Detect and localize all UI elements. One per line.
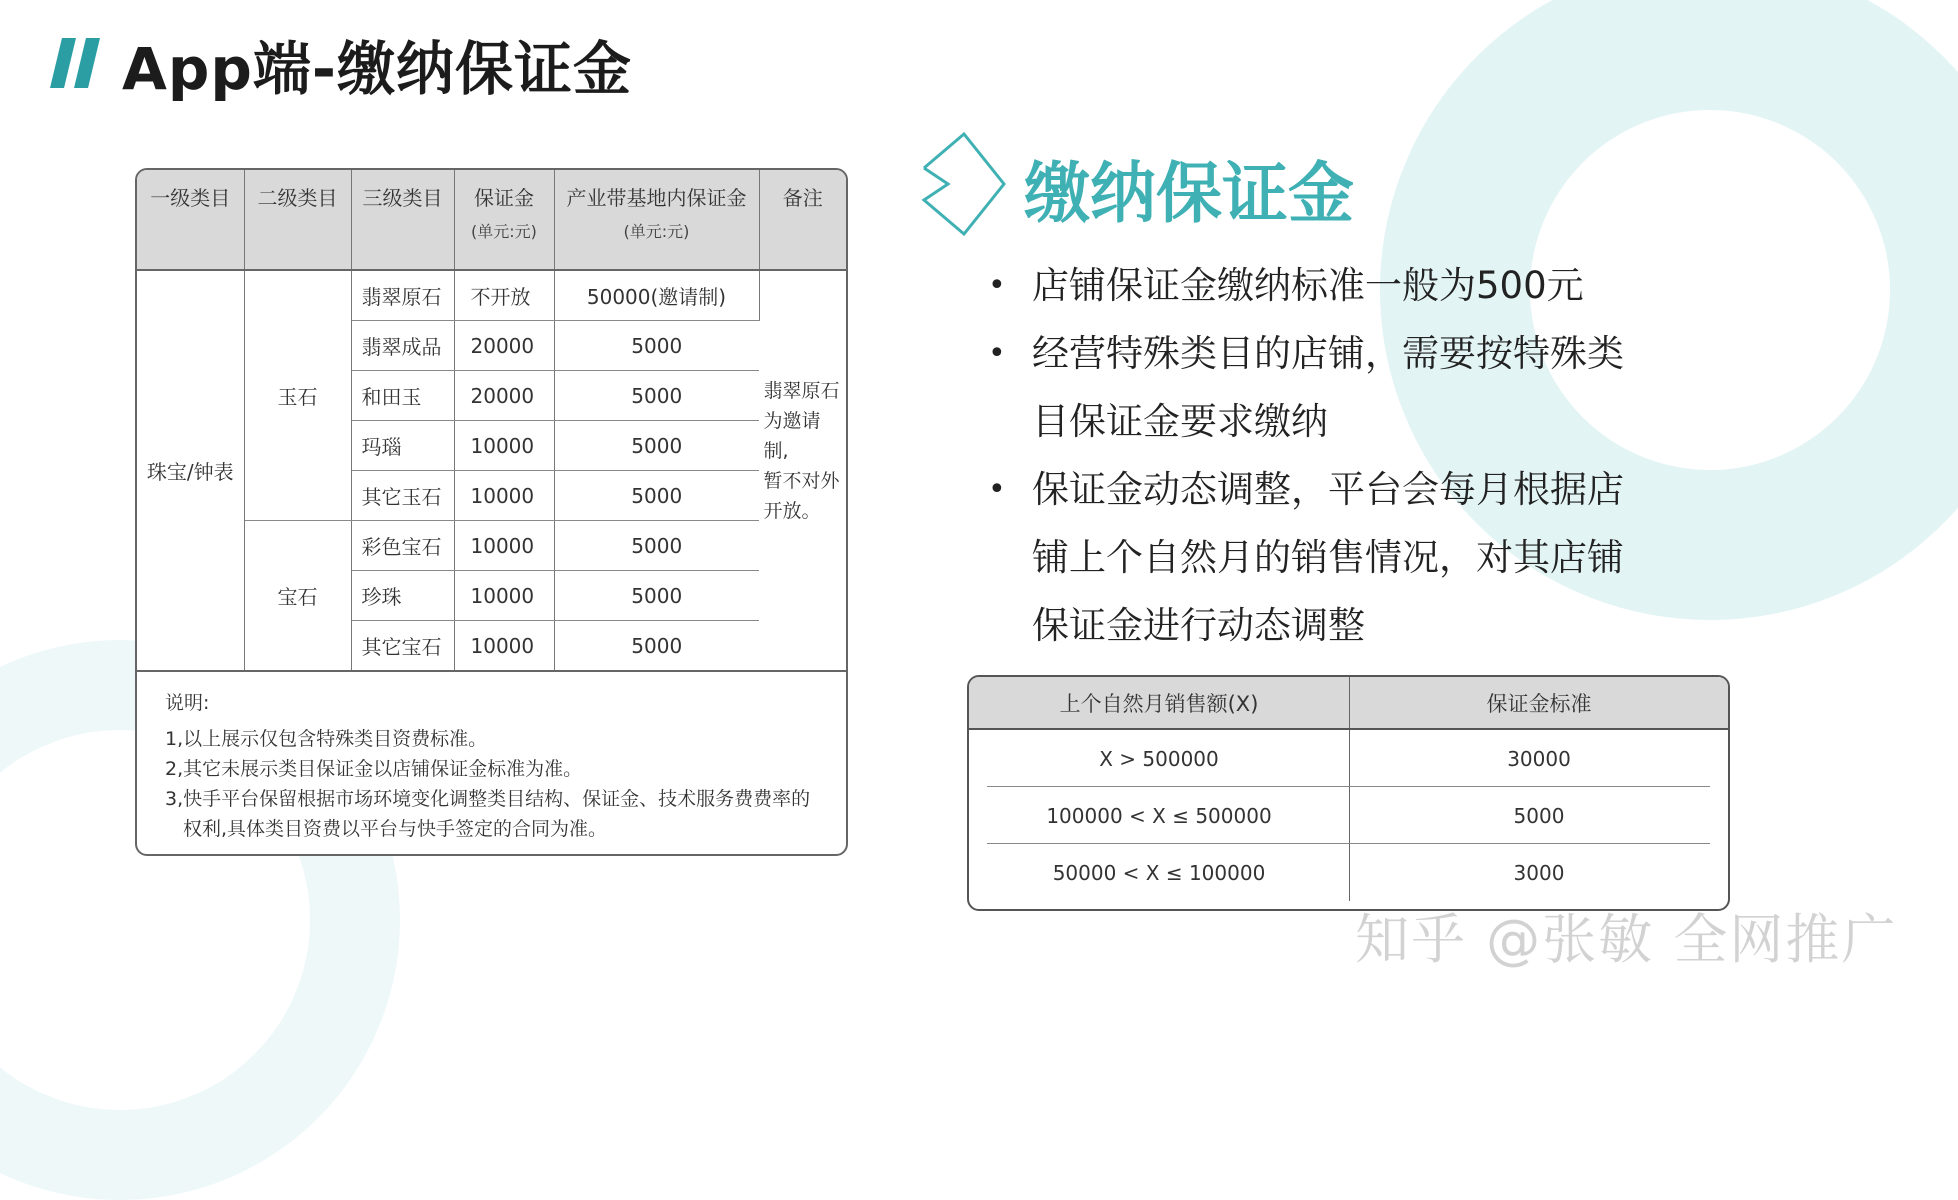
notes-item: 2,其它未展示类目保证金以店铺保证金标准为准。: [165, 758, 583, 780]
deposit-cell: 10000: [454, 621, 554, 672]
page-title: App端-缴纳保证金: [122, 35, 632, 103]
level3-cell: 珍珠: [351, 571, 454, 621]
bullet-item: • 经营特殊类目的店铺，需要按特殊类 目保证金要求缴纳: [980, 320, 1680, 456]
level1-cell: 珠宝/钟表: [137, 270, 244, 671]
base-deposit-cell: 5000: [554, 371, 759, 421]
watermark: 知乎 @张敏 全网推广: [1355, 908, 1898, 971]
level3-cell: 和田玉: [351, 371, 454, 421]
base-deposit-cell: 5000: [554, 521, 759, 571]
category-deposit-table: [135, 168, 848, 856]
level3-cell: 其它宝石: [351, 621, 454, 672]
bullet-marker: •: [988, 336, 1006, 371]
header-cell: 备注: [759, 170, 846, 270]
header-cell: 保证金 (单元:元): [454, 170, 554, 270]
base-deposit-cell: 5000: [554, 621, 759, 672]
level3-cell: 彩色宝石: [351, 521, 454, 571]
base-deposit-cell: 5000: [554, 321, 759, 371]
base-deposit-cell: 5000: [554, 421, 759, 471]
deposit-standard-cell: 5000: [1513, 803, 1565, 828]
table-row: [969, 844, 1728, 901]
notes-heading: 说明:: [165, 692, 210, 714]
level2-cell: 宝石: [244, 521, 351, 672]
section-title: 缴纳保证金: [1024, 155, 1354, 232]
bullet-item: • 保证金动态调整，平台会每月根据店 铺上个自然月的销售情况，对其店铺 保证金进行动态调整: [980, 456, 1680, 660]
title-slash-icon: [50, 38, 102, 88]
deposit-standard-cell: 3000: [1513, 860, 1565, 885]
base-deposit-cell: 5000: [554, 471, 759, 521]
notes-item-continued: 权利,具体类目资费以平台与快手签定的合同为准。: [183, 818, 608, 840]
level3-cell: 翡翠原石: [351, 270, 454, 321]
bullet-item: • 店铺保证金缴纳标准一般为500元: [980, 252, 1680, 320]
deposit-cell: 10000: [454, 571, 554, 621]
level3-cell: 翡翠成品: [351, 321, 454, 371]
notes-item: 1,以上展示仅包含特殊类目资费标准。: [165, 728, 488, 750]
base-deposit-cell: 50000(邀请制): [554, 270, 759, 321]
deposit-cell: 10000: [454, 471, 554, 521]
deposit-cell: 20000: [454, 371, 554, 421]
notes-item: 3,快手平台保留根据市场环境变化调整类目结构、保证金、技术服务费费率的: [165, 788, 811, 810]
deposit-cell: 10000: [454, 521, 554, 571]
table-row: [969, 787, 1728, 844]
table-row: [137, 270, 846, 321]
sales-range-cell: 50000 < X ≤ 100000: [969, 844, 1350, 901]
sales-range-cell: X > 500000: [969, 730, 1350, 787]
sales-range-cell: 100000 < X ≤ 500000: [969, 787, 1350, 844]
header-cell: 三级类目: [351, 170, 454, 270]
header-cell: 二级类目: [244, 170, 351, 270]
header-cell: 上个自然月销售额(X): [969, 677, 1350, 728]
table-header-row: [969, 677, 1728, 730]
deposit-cell: 不开放: [454, 270, 554, 321]
level3-cell: 其它玉石: [351, 471, 454, 521]
chevron-right-icon: [918, 128, 1008, 240]
header-cell: 产业带基地内保证金 (单元:元): [554, 170, 759, 270]
level2-cell: 玉石: [244, 270, 351, 521]
deposit-cell: 20000: [454, 321, 554, 371]
deposit-standard-cell: 30000: [1507, 746, 1571, 771]
sales-deposit-table: [967, 675, 1730, 911]
table-header-row: [137, 170, 846, 270]
note-cell: 翡翠原石 为邀请制, 暂不对外 开放。: [759, 270, 846, 671]
header-cell: 一级类目: [137, 170, 244, 270]
bullet-marker: •: [988, 472, 1006, 507]
deposit-cell: 10000: [454, 421, 554, 471]
table-row: [969, 730, 1728, 787]
base-deposit-cell: 5000: [554, 571, 759, 621]
header-cell: 保证金标准: [1486, 691, 1592, 716]
bullet-list: [980, 252, 1680, 660]
bullet-marker: •: [988, 268, 1006, 303]
explanation-notes: [137, 672, 846, 844]
table-row: [137, 521, 846, 571]
level3-cell: 玛瑙: [351, 421, 454, 471]
